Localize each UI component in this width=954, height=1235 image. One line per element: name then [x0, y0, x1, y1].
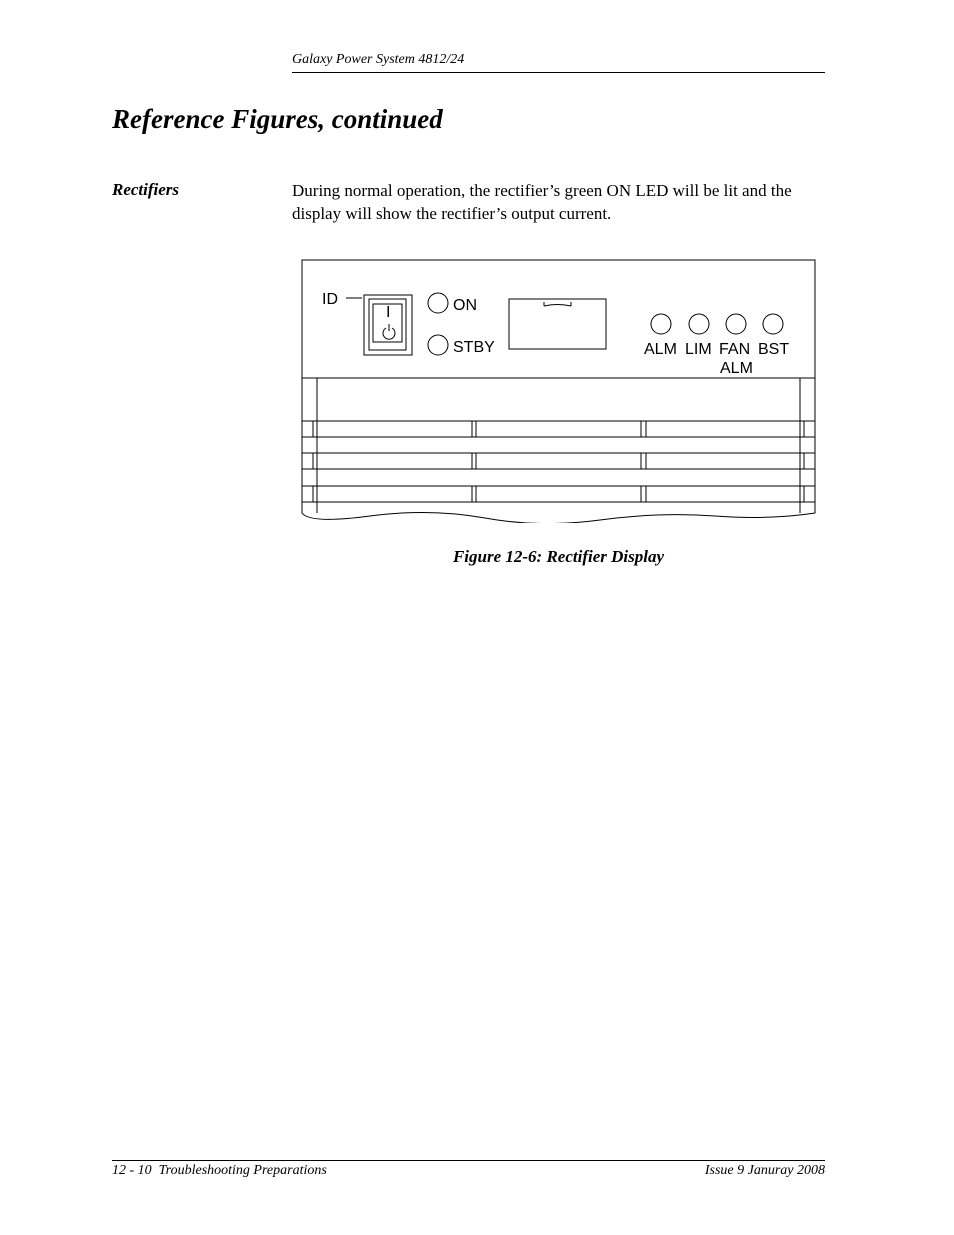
footer-rule: [112, 1160, 825, 1161]
vent-slot: [302, 421, 815, 437]
id-label: ID: [322, 291, 338, 308]
figure-caption: Figure 12-6: Rectifier Display: [452, 547, 665, 566]
stby-label: STBY: [453, 339, 495, 356]
on-led: [428, 293, 448, 313]
header-rule: [292, 72, 825, 73]
bst-label: BST: [758, 341, 790, 358]
fan-alm-label: ALM: [720, 360, 753, 377]
vent-slot: [302, 453, 815, 469]
current-display-window: [509, 299, 606, 349]
stby-led: [428, 335, 448, 355]
fan-alm-led: [726, 314, 746, 334]
section-paragraph: During normal operation, the rectifier’s green ON LED will be lit and the display will show the rectifier’s output current.: [292, 181, 792, 223]
switch-on-glyph: I: [386, 304, 391, 321]
footer-right: Issue 9 Januray 2008: [704, 1163, 825, 1178]
lim-led: [689, 314, 709, 334]
lim-label: LIM: [685, 341, 712, 358]
alm-led: [651, 314, 671, 334]
page-title: Reference Figures, continued: [112, 104, 443, 134]
bst-led: [763, 314, 783, 334]
alm-label: ALM: [644, 341, 677, 358]
section-side-heading: Rectifiers: [112, 180, 180, 199]
vent-slot: [302, 486, 815, 502]
on-label: ON: [453, 297, 477, 314]
fan-label: FAN: [719, 341, 751, 358]
footer-left: 12 - 10 Troubleshooting Preparations: [112, 1163, 327, 1178]
rectifier-faceplate-drawing: [300, 258, 820, 523]
running-header: Galaxy Power System 4812/24: [292, 52, 465, 67]
rectifier-display-figure: [300, 258, 820, 528]
